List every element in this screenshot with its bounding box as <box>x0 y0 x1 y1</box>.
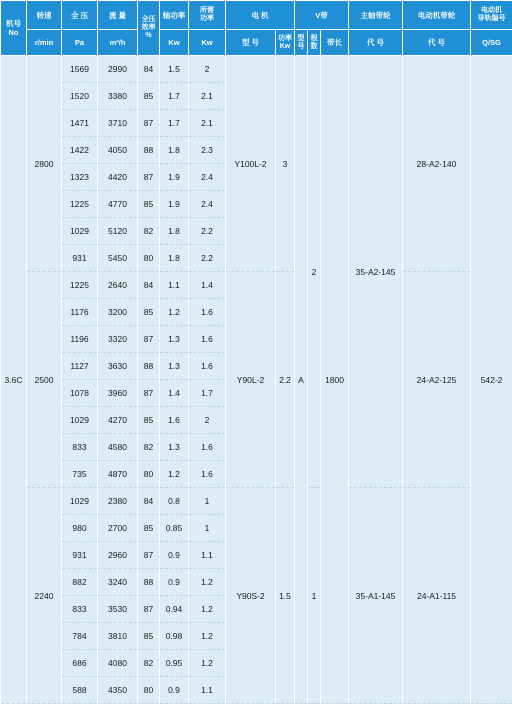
flow-cell: 4420 <box>98 164 138 191</box>
pressure-cell: 833 <box>62 434 98 461</box>
flow-cell: 2990 <box>98 56 138 83</box>
header-shaft-power-unit: Kw <box>160 30 189 56</box>
efficiency-cell: 82 <box>138 650 160 677</box>
required-power-cell: 1.1 <box>189 677 226 704</box>
header-vbelt-type: 型 号 <box>295 30 308 56</box>
efficiency-cell: 87 <box>138 380 160 407</box>
header-required-power-unit: Kw <box>189 30 226 56</box>
shaft-power-cell: 0.95 <box>160 650 189 677</box>
header-shaft-power: 轴功率 <box>160 1 189 30</box>
pressure-cell: 1078 <box>62 380 98 407</box>
efficiency-cell: 88 <box>138 353 160 380</box>
efficiency-cell: 84 <box>138 488 160 515</box>
pressure-cell: 1520 <box>62 83 98 110</box>
efficiency-cell: 80 <box>138 677 160 704</box>
pressure-cell: 1127 <box>62 353 98 380</box>
shaft-power-cell: 0.9 <box>160 677 189 704</box>
required-power-cell: 1.6 <box>189 461 226 488</box>
shaft-power-cell: 1.8 <box>160 218 189 245</box>
required-power-cell: 2.1 <box>189 83 226 110</box>
header-motor-pulley: 电动机带轮 <box>403 1 471 30</box>
efficiency-cell: 85 <box>138 623 160 650</box>
flow-cell: 5120 <box>98 218 138 245</box>
table-body <box>1 56 512 704</box>
flow-cell: 4270 <box>98 407 138 434</box>
flow-cell: 3200 <box>98 299 138 326</box>
motor-model-cell: Y90L-2 <box>226 272 276 488</box>
pressure-cell: 1225 <box>62 272 98 299</box>
efficiency-cell: 85 <box>138 299 160 326</box>
shaft-power-cell: 0.8 <box>160 488 189 515</box>
shaft-power-cell: 1.2 <box>160 299 189 326</box>
flow-cell: 3810 <box>98 623 138 650</box>
speed-cell: 2240 <box>27 488 62 704</box>
header-flow-unit: m³/h <box>98 30 138 56</box>
pressure-cell: 931 <box>62 542 98 569</box>
table-row <box>1 56 512 83</box>
required-power-cell: 2.1 <box>189 110 226 137</box>
header-vbelt-length: 带长 <box>321 30 349 56</box>
pressure-cell: 686 <box>62 650 98 677</box>
required-power-cell: 2 <box>189 56 226 83</box>
shaft-power-cell: 1.7 <box>160 110 189 137</box>
required-power-cell: 1.2 <box>189 623 226 650</box>
pressure-cell: 1323 <box>62 164 98 191</box>
vbelt-count-cell: 2 <box>308 56 321 488</box>
flow-cell: 2700 <box>98 515 138 542</box>
required-power-cell: 1.4 <box>189 272 226 299</box>
motor-model-cell: Y90S-2 <box>226 488 276 704</box>
motor-pulley-cell: 28-A2-140 <box>403 56 471 272</box>
speed-cell: 2800 <box>27 56 62 272</box>
header-efficiency: 全压 效率 % <box>138 1 160 56</box>
required-power-cell: 1.2 <box>189 596 226 623</box>
header-flow: 流 量 <box>98 1 138 30</box>
required-power-cell: 2.4 <box>189 164 226 191</box>
header-motor: 电 机 <box>226 1 295 30</box>
flow-cell: 4870 <box>98 461 138 488</box>
efficiency-cell: 87 <box>138 164 160 191</box>
motor-power-cell: 3 <box>276 56 295 272</box>
pressure-cell: 1471 <box>62 110 98 137</box>
header-motor-pulley-code: 代 号 <box>403 30 471 56</box>
required-power-cell: 1.6 <box>189 353 226 380</box>
flow-cell: 3710 <box>98 110 138 137</box>
shaft-power-cell: 1.1 <box>160 272 189 299</box>
motor-model-cell: Y100L-2 <box>226 56 276 272</box>
shaft-power-cell: 1.7 <box>160 83 189 110</box>
flow-cell: 4770 <box>98 191 138 218</box>
shaft-power-cell: 1.3 <box>160 326 189 353</box>
required-power-cell: 2.2 <box>189 245 226 272</box>
flow-cell: 3630 <box>98 353 138 380</box>
pressure-cell: 980 <box>62 515 98 542</box>
pressure-cell: 1176 <box>62 299 98 326</box>
efficiency-cell: 87 <box>138 596 160 623</box>
motor-pulley-cell: 24-A2-125 <box>403 272 471 488</box>
shaft-power-cell: 0.98 <box>160 623 189 650</box>
header-motor-base-code: Q/SG <box>471 30 512 56</box>
header-required-power: 所需 功率 <box>189 1 226 30</box>
header-row-units <box>1 30 512 56</box>
table-row <box>1 488 512 515</box>
shaft-power-cell: 1.8 <box>160 245 189 272</box>
shaft-power-cell: 1.6 <box>160 407 189 434</box>
flow-cell: 4350 <box>98 677 138 704</box>
shaft-power-cell: 1.9 <box>160 191 189 218</box>
vbelt-count-cell: 1 <box>308 488 321 704</box>
flow-cell: 2960 <box>98 542 138 569</box>
machine-no-cell: 3.6C <box>1 56 27 704</box>
main-pulley-cell: 35-A2-145 <box>349 56 403 488</box>
pressure-cell: 1029 <box>62 488 98 515</box>
pressure-cell: 1029 <box>62 407 98 434</box>
shaft-power-cell: 1.5 <box>160 56 189 83</box>
required-power-cell: 2.4 <box>189 191 226 218</box>
flow-cell: 4080 <box>98 650 138 677</box>
motor-pulley-cell: 24-A1-115 <box>403 488 471 704</box>
pressure-cell: 833 <box>62 596 98 623</box>
motor-power-cell: 1.5 <box>276 488 295 704</box>
required-power-cell: 1.6 <box>189 299 226 326</box>
efficiency-cell: 85 <box>138 407 160 434</box>
efficiency-cell: 87 <box>138 326 160 353</box>
required-power-cell: 1 <box>189 488 226 515</box>
required-power-cell: 1.2 <box>189 650 226 677</box>
flow-cell: 3380 <box>98 83 138 110</box>
required-power-cell: 2.3 <box>189 137 226 164</box>
header-main-pulley: 主轴带轮 <box>349 1 403 30</box>
pressure-cell: 588 <box>62 677 98 704</box>
required-power-cell: 1.2 <box>189 569 226 596</box>
efficiency-cell: 85 <box>138 191 160 218</box>
pressure-cell: 1225 <box>62 191 98 218</box>
flow-cell: 3530 <box>98 596 138 623</box>
header-motor-model: 型 号 <box>226 30 276 56</box>
pressure-cell: 1422 <box>62 137 98 164</box>
shaft-power-cell: 1.3 <box>160 434 189 461</box>
flow-cell: 5450 <box>98 245 138 272</box>
efficiency-cell: 88 <box>138 569 160 596</box>
required-power-cell: 2.2 <box>189 218 226 245</box>
flow-cell: 4050 <box>98 137 138 164</box>
header-speed: 转速 <box>27 1 62 30</box>
efficiency-cell: 80 <box>138 245 160 272</box>
pressure-cell: 784 <box>62 623 98 650</box>
efficiency-cell: 85 <box>138 515 160 542</box>
efficiency-cell: 85 <box>138 83 160 110</box>
motor-base-cell: 542-2 <box>471 56 512 704</box>
shaft-power-cell: 0.9 <box>160 569 189 596</box>
pressure-cell: 1569 <box>62 56 98 83</box>
shaft-power-cell: 0.85 <box>160 515 189 542</box>
flow-cell: 2380 <box>98 488 138 515</box>
header-machine-no: 机号 No <box>1 1 27 56</box>
motor-power-cell: 2.2 <box>276 272 295 488</box>
efficiency-cell: 87 <box>138 110 160 137</box>
shaft-power-cell: 1.2 <box>160 461 189 488</box>
header-motor-base: 电动机 导轨编号 <box>471 1 512 30</box>
shaft-power-cell: 0.9 <box>160 542 189 569</box>
efficiency-cell: 88 <box>138 137 160 164</box>
header-speed-unit: r/min <box>27 30 62 56</box>
header-pressure-unit: Pa <box>62 30 98 56</box>
speed-cell: 2500 <box>27 272 62 488</box>
efficiency-cell: 82 <box>138 434 160 461</box>
vbelt-type-cell: A <box>295 56 308 704</box>
required-power-cell: 1.6 <box>189 326 226 353</box>
main-pulley-cell: 35-A1-145 <box>349 488 403 704</box>
shaft-power-cell: 1.9 <box>160 164 189 191</box>
header-pressure: 全 压 <box>62 1 98 30</box>
required-power-cell: 1.1 <box>189 542 226 569</box>
efficiency-cell: 84 <box>138 56 160 83</box>
pressure-cell: 1029 <box>62 218 98 245</box>
flow-cell: 3320 <box>98 326 138 353</box>
shaft-power-cell: 0.94 <box>160 596 189 623</box>
shaft-power-cell: 1.3 <box>160 353 189 380</box>
required-power-cell: 1.6 <box>189 434 226 461</box>
efficiency-cell: 87 <box>138 542 160 569</box>
header-vbelt-count: 根 数 <box>308 30 321 56</box>
efficiency-cell: 80 <box>138 461 160 488</box>
table-row <box>1 272 512 299</box>
shaft-power-cell: 1.4 <box>160 380 189 407</box>
efficiency-cell: 84 <box>138 272 160 299</box>
efficiency-cell: 82 <box>138 218 160 245</box>
required-power-cell: 1 <box>189 515 226 542</box>
pressure-cell: 1196 <box>62 326 98 353</box>
header-row-top <box>1 1 512 30</box>
required-power-cell: 1.7 <box>189 380 226 407</box>
flow-cell: 3960 <box>98 380 138 407</box>
pressure-cell: 931 <box>62 245 98 272</box>
header-main-pulley-code: 代 号 <box>349 30 403 56</box>
pressure-cell: 735 <box>62 461 98 488</box>
flow-cell: 2640 <box>98 272 138 299</box>
required-power-cell: 2 <box>189 407 226 434</box>
shaft-power-cell: 1.8 <box>160 137 189 164</box>
flow-cell: 4580 <box>98 434 138 461</box>
header-vbelt: V带 <box>295 1 349 30</box>
vbelt-length-cell: 1800 <box>321 56 349 704</box>
pressure-cell: 882 <box>62 569 98 596</box>
header-motor-power: 功率 Kw <box>276 30 295 56</box>
flow-cell: 3240 <box>98 569 138 596</box>
